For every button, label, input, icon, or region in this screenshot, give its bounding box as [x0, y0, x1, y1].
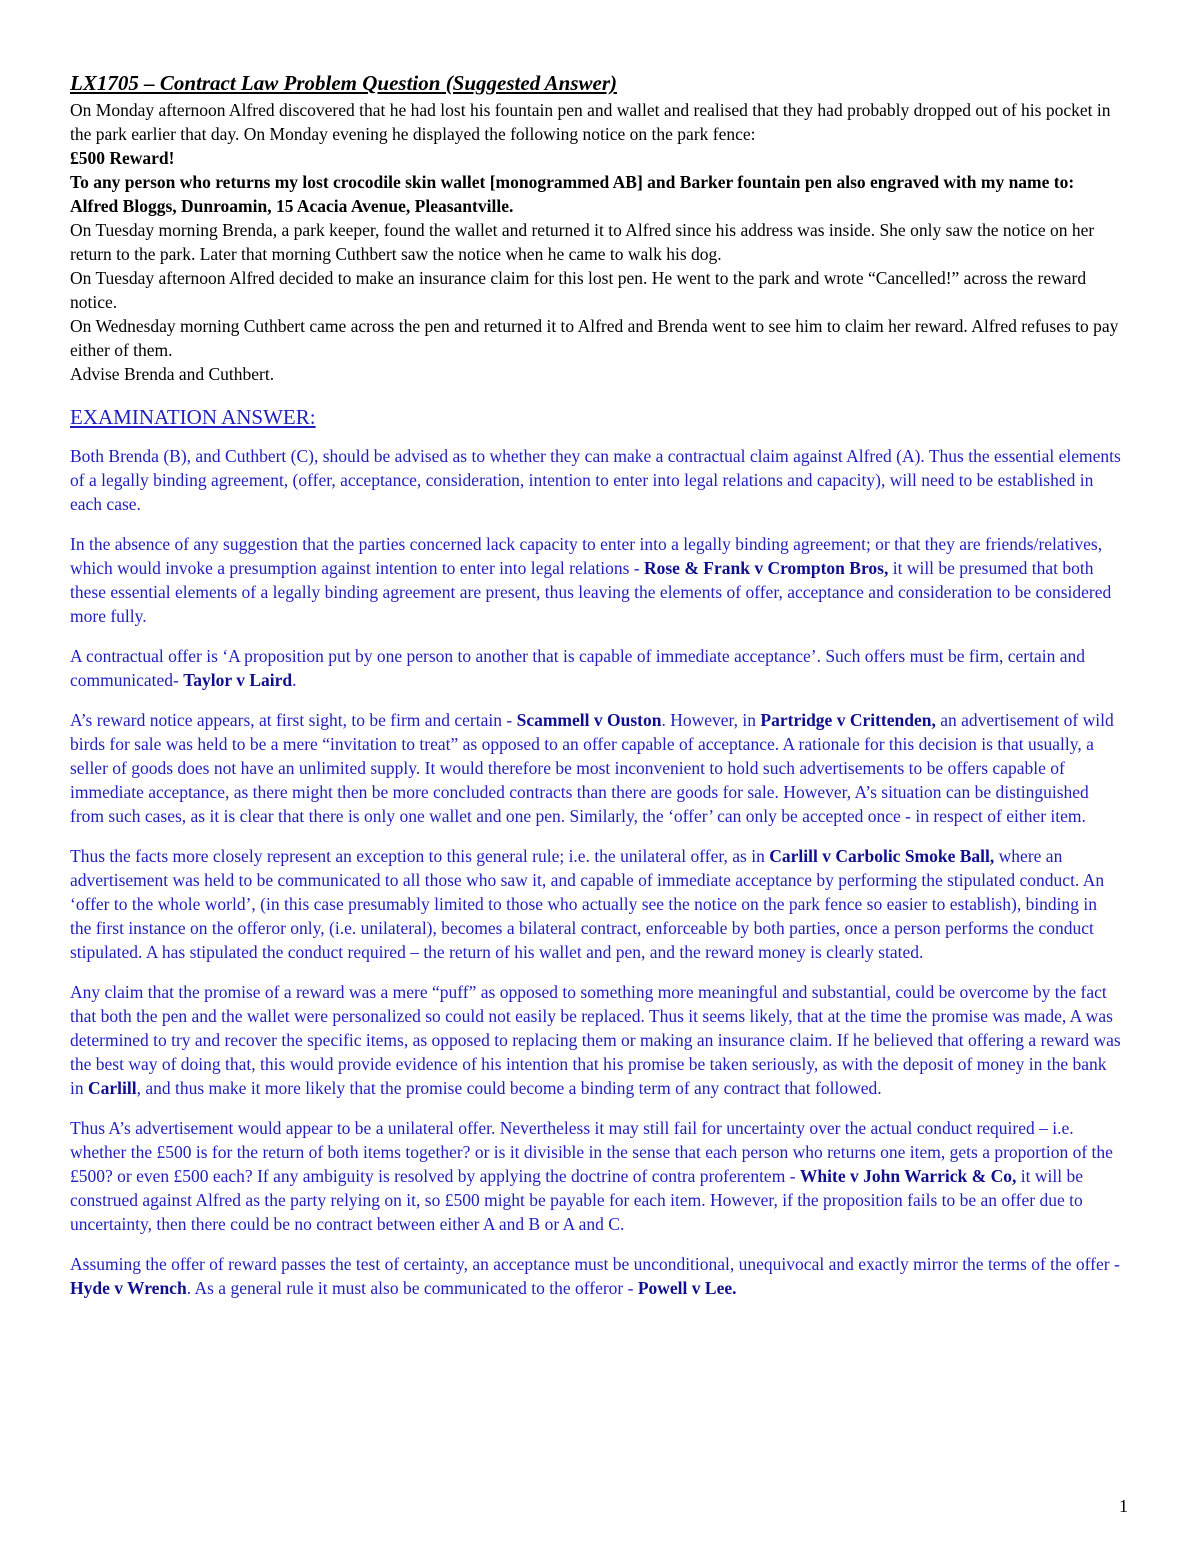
case-citation: Rose & Frank v Crompton Bros, — [643, 558, 889, 578]
answer-text: Thus A’s advertisement would appear to be a unilateral offer. Nevertheless it may still fail for uncertainty over the actual conduct required – i.e. whether the £500 is for the return of both items together? or is it divisible in the sense that each person who returns one item, gets a proportion of the £500? or even £500 each? If any ambiguity is resolved by applying the doctrine of contra proferentem - — [70, 1118, 1113, 1186]
case-citation: Taylor v Laird — [183, 670, 293, 690]
answer-paragraph — [70, 644, 1122, 692]
answer-text: . However, in — [661, 710, 761, 730]
answer-text: Assuming the offer of reward passes the test of certainty, an acceptance must be unconditional, unequivocal and exactly mirror the terms of the offer - — [70, 1254, 1120, 1274]
answer-text: , and thus make it more likely that the promise could become a binding term of any contract that followed. — [136, 1078, 882, 1098]
question-instruction: Advise Brenda and Cuthbert. — [70, 364, 275, 384]
answer-paragraph — [70, 1252, 1122, 1300]
case-citation: Powell v Lee. — [637, 1278, 737, 1298]
question-paragraph: On Tuesday morning Brenda, a park keeper, found the wallet and returned it to Alfred since his address was inside. She only saw the notice on her return to the park. Later that morning Cuthbert saw the notice when he came to walk his dog. — [70, 220, 1095, 264]
answer-text: Any claim that the promise of a reward was a mere “puff” as opposed to something more meaningful and substantial, could be overcome by the fact that both the pen and the wallet were personalized so could not easily be replaced. Thus it seems likely, that at the time the promise was made, A was determined to try and recover the specific items, as opposed to replacing them or making an insurance claim. If he believed that offering a reward was the best way of doing that, this would provide evidence of his intention that his promise be taken seriously, as with the deposit of money in the bank in — [70, 982, 1121, 1098]
answer-paragraph — [70, 532, 1122, 628]
answer-paragraph — [70, 444, 1122, 516]
case-citation: Hyde v Wrench — [70, 1278, 187, 1298]
answer-text: Thus the facts more closely represent an exception to this general rule; i.e. the unilateral offer, as in — [70, 846, 770, 866]
answer-text: where an advertisement was held to be communicated to all those who saw it, and capable of immediate acceptance by performing the stipulated conduct. An ‘offer to the whole world’, (in this case presumably limited to those who actually see the notice on the park fence so easier to establish), binding in the first instance on the offeror only, (i.e. unilateral), becomes a bilateral contract, enforceable by both parties, once a person performs the conduct stipulated. A has stipulated the conduct required – the return of his wallet and pen, and the reward money is clearly stated. — [70, 846, 1105, 962]
case-citation: Partridge v Crittenden, — [760, 710, 936, 730]
case-citation: Scammell v Ouston — [516, 710, 662, 730]
answer-text: A contractual offer is ‘A proposition put by one person to another that is capable of immediate acceptance’. Such offers must be firm, certain and communicated- — [70, 646, 1085, 690]
case-citation: Carlill v Carbolic Smoke Ball, — [769, 846, 995, 866]
answer-text: . As a general rule it must also be communicated to the offeror - — [186, 1278, 638, 1298]
answer-paragraph — [70, 708, 1122, 828]
document-title: LX1705 – Contract Law Problem Question (Suggested Answer) — [70, 71, 618, 95]
answer-paragraph — [70, 980, 1122, 1100]
answer-text: an advertisement of wild birds for sale was held to be a mere “invitation to treat” as opposed to an offer capable of acceptance. A rationale for this decision is that usually, a seller of goods does not have an unlimited supply. It would therefore be most inconvenient to hold such advertisements to be offers capable of immediate acceptance, as there might then be more concluded contracts than there are goods for sale. However, A’s situation can be distinguished from such cases, as it is clear that there is only one wallet and one pen. Similarly, the ‘offer’ can only be accepted once - in respect of either item. — [70, 710, 1114, 826]
case-citation: White v John Warrick & Co, — [799, 1166, 1017, 1186]
answer-text: . — [292, 670, 297, 690]
answer-text: it will be presumed that both these essential elements of a legally binding agreement are present, thus leaving the elements of offer, acceptance and consideration to be considered more fully. — [70, 558, 1112, 626]
answer-text: A’s reward notice appears, at first sight, to be firm and certain - — [70, 710, 517, 730]
answer-paragraph — [70, 1116, 1122, 1236]
notice-body: To any person who returns my lost crocodile skin wallet [monogrammed AB] and Barker fountain pen also engraved with my name to: Alfred Bloggs, Dunroamin, 15 Acacia Avenue, Pleasantville. — [70, 172, 1075, 216]
question-paragraph: On Wednesday morning Cuthbert came across the pen and returned it to Alfred and Brenda went to see him to claim her reward. Alfred refuses to pay either of them. — [70, 316, 1119, 360]
case-citation: Carlill — [88, 1078, 137, 1098]
answer-text: Both Brenda (B), and Cuthbert (C), should be advised as to whether they can make a contractual claim against Alfred (A). Thus the essential elements of a legally binding agreement, (offer, acceptance, consideration, intention to enter into legal relations and capacity), will need to be established in each case. — [70, 446, 1121, 514]
problem-question — [70, 98, 1122, 386]
answer-text: it will be construed against Alfred as the party relying on it, so £500 might be payable for each item. However, if the proposition fails to be an offer due to uncertainty, then there could be no contract between either A and B or A and C. — [70, 1166, 1083, 1234]
question-intro: On Monday afternoon Alfred discovered that he had lost his fountain pen and wallet and realised that they had probably dropped out of his pocket in the park earlier that day. On Monday evening he displayed the following notice on the park fence: — [70, 100, 1111, 144]
page-number: 1 — [1119, 1496, 1128, 1516]
examination-answer — [70, 444, 1122, 1300]
answer-text: In the absence of any suggestion that the parties concerned lack capacity to enter into a legally binding agreement; or that they are friends/relatives, which would invoke a presumption against intention to enter into legal relations - — [70, 534, 1103, 578]
examination-answer-heading: EXAMINATION ANSWER: — [70, 405, 316, 429]
answer-paragraph — [70, 844, 1122, 964]
question-paragraph: On Tuesday afternoon Alfred decided to make an insurance claim for this lost pen. He went to the park and wrote “Cancelled!” across the reward notice. — [70, 268, 1087, 312]
notice-heading: £500 Reward! — [70, 148, 175, 168]
